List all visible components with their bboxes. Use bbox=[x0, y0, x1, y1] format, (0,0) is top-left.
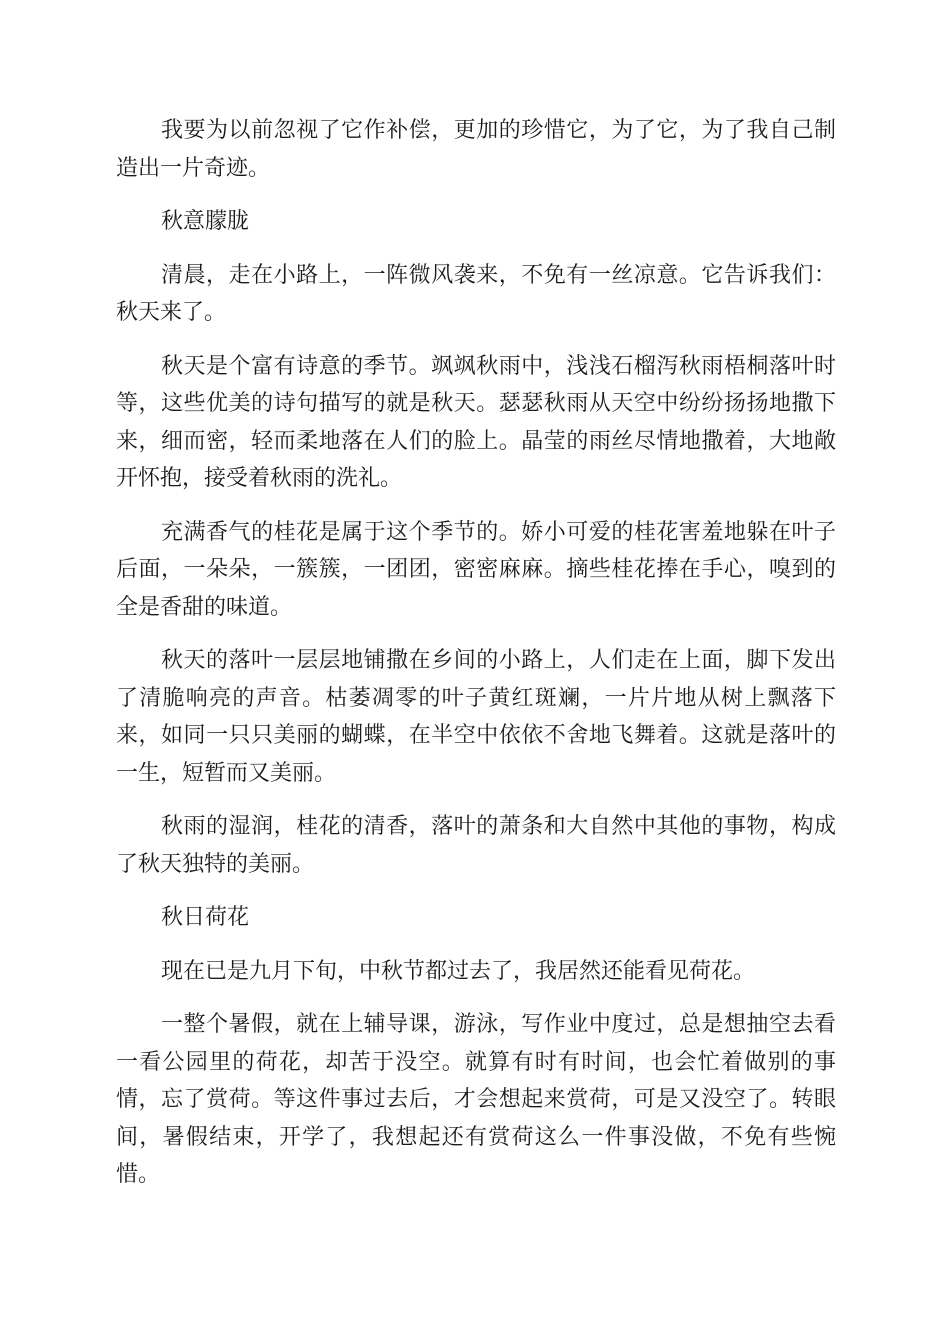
section-heading-autumn-haze: 秋意朦胧 bbox=[161, 209, 250, 234]
paragraph-fallen-leaves: 秋天的落叶一层层地铺撒在乡间的小路上，人们走在上面，脚下发出了清脆响亮的声音。枯萎凋零的叶子黄红斑斓，一片片地从树上飘落下来，如同一只只美丽的蝴蝶，在半空中依依不舍地飞舞着。这就是落叶的一生，短暂而又美丽。 bbox=[116, 648, 836, 786]
paragraph-osmanthus: 充满香气的桂花是属于这个季节的。娇小可爱的桂花害羞地躲在叶子后面，一朵朵，一簇簇，一团团，密密麻麻。摘些桂花捧在手心，嗅到的全是香甜的味道。 bbox=[116, 519, 836, 620]
document-body bbox=[116, 112, 836, 1210]
paragraph-autumn-beauty: 秋雨的湿润，桂花的清香，落叶的萧条和大自然中其他的事物，构成了秋天独特的美丽。 bbox=[116, 814, 836, 877]
paragraph-late-september: 现在已是九月下旬，中秋节都过去了，我居然还能看见荷花。 bbox=[161, 958, 756, 984]
paragraph-morning-breeze: 清晨，走在小路上，一阵微风袭来，不免有一丝凉意。它告诉我们：秋天来了。 bbox=[116, 262, 836, 325]
paragraph-compensation: 我要为以前忽视了它作补偿，更加的珍惜它，为了它，为了我自己制造出一片奇迹。 bbox=[116, 118, 836, 181]
paragraph-summer-vacation: 一整个暑假，就在上辅导课，游泳，写作业中度过，总是想抽空去看一看公园里的荷花，却苦于没空。就算有时有时间，也会忙着做别的事情，忘了赏荷。等这件事过去后，才会想起来赏荷，可是又没空了。转眼间，暑假结束，开学了，我想起还有赏荷这么一件事没做，不免有些惋惜。 bbox=[116, 1012, 836, 1187]
section-heading-autumn-lotus: 秋日荷花 bbox=[161, 905, 250, 930]
paragraph-autumn-rain: 秋天是个富有诗意的季节。飒飒秋雨中，浅浅石榴泻秋雨梧桐落叶时等，这些优美的诗句描写的就是秋天。瑟瑟秋雨从天空中纷纷扬扬地撒下来，细而密，轻而柔地落在人们的脸上。晶莹的雨丝尽情地撒着，大地敞开怀抱，接受着秋雨的洗礼。 bbox=[116, 353, 836, 491]
